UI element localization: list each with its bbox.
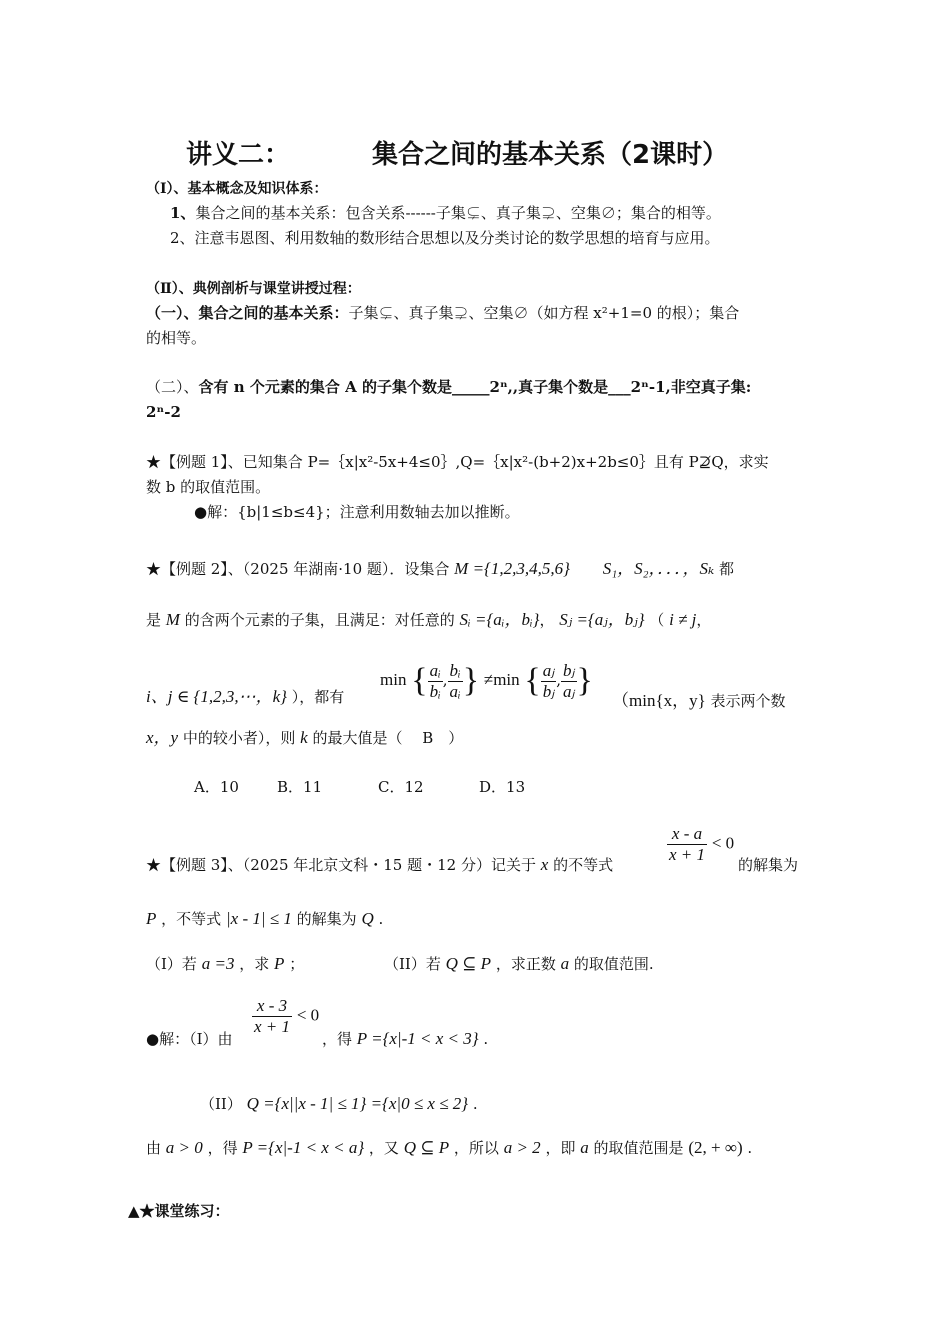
min-left: min [380,670,407,689]
var-q: Q [361,909,374,928]
s3-suoyi: ，所以 [453,1139,499,1157]
line-2-paren: （ [649,611,665,629]
section-1-item-2: 2、注意韦恩图、利用数轴的数形结合思想以及分类讨论的数学思想的培育与应用。 [170,229,720,247]
example-1-line-2: 数 b 的取值范围。 [146,478,271,496]
s3-a: a [580,1138,589,1157]
sol-de: ，得 [322,1030,353,1048]
s3-result: a > 2 [503,1138,541,1157]
q2-rel: Q ⊆ P [445,954,492,973]
para-1-bold: （一）、集合之间的基本关系： [146,304,349,322]
para-2-prefix: （二）、 [146,378,199,396]
para-2-text: 含有 n 个元素的集合 A 的子集个数是_____2ⁿ,,真子集个数是___2ⁿ-1,非空真子集: [198,378,752,396]
sol-fraction-den: x + 1 [254,1017,291,1036]
set-si: Sᵢ ={aᵢ，bᵢ} [459,610,540,629]
sol-set-q: Q ={x||x - 1| ≤ 1} ={x|0 ≤ x ≤ 2} [246,1094,469,1113]
section-2-para-1-cont: 的相等。 [146,329,207,347]
s3-period: . [747,1139,753,1157]
line-4-answer: 的最大值是（ B ） [312,729,464,747]
example-2-line-4 [146,727,463,749]
fraction-x-a [667,824,707,865]
index-inequality: i ≠ j [669,610,697,629]
min-def: （min{x，y} [612,691,706,710]
sol-ii-label: （II） [200,1095,242,1113]
s3-set: P ={x|-1 < x < a} [242,1138,365,1157]
example-3-question-1 [146,953,304,975]
var-k: k [300,728,308,747]
practice-heading: ▲★课堂练习： [128,1202,230,1220]
q1-end: ； [289,955,305,973]
q1-cond: a =3 [201,954,235,973]
fraction-aj-bj: $\frac{\text{aⱼ}}{\text{bⱼ}}$ [542,660,555,701]
lt-zero: < 0 [711,833,735,853]
example-3-line-1-end: 的解集为 [738,856,799,874]
line-3-text: ），都有 [291,688,345,706]
line-1-text: 的不等式 [553,856,614,874]
var-x: x [540,855,549,874]
set-m: M ={1,2,3,4,5,6} [454,559,570,578]
line-2-text-a: 是 [146,611,162,629]
solution-3-line-3 [146,1137,752,1159]
fraction-x-3 [252,996,292,1037]
page-title: 集合之间的基本关系（2课时） [372,140,729,170]
s3-you2: ，又 [368,1139,399,1157]
example-2-line-3-left [146,686,344,708]
set-sj: Sⱼ ={aⱼ，bⱼ} [559,610,645,629]
xy-vars: x，y [146,728,179,747]
fraction-bj-aj: $\frac{\text{bⱼ}}{\text{aⱼ}}$ [563,660,575,701]
title-left: 讲义二： [186,140,291,170]
fraction-num: x - a [667,824,707,845]
example-2-line-2: 是 M 的含两个元素的子集，且满足：对任意的 Sᵢ ={aᵢ，bᵢ}， Sⱼ ={aⱼ，bⱼ} （ i ≠ j， [146,610,712,629]
para-1-rest: 子集⊊、真子集⊋、空集∅（如方程 x²+1=0 的根）；集合 [348,304,740,322]
example-3-question-2 [384,953,654,975]
item-1-text: 集合之间的基本关系：包含关系------子集⊊、真子集⊋、空集∅；集合的相等。 [195,204,721,222]
s3-ji: ，即 [545,1139,576,1157]
var-p: P [146,909,157,928]
neq-min: ≠min [483,670,520,689]
solution-3-line-1-end [322,1028,488,1050]
sol-fraction-num: x - 3 [252,996,292,1017]
min-expression: min { $\frac{\text{aᵢ}}{\text{bᵢ}}$ , $\frac{\text{bᵢ}}{\text{aᵢ}}$ } ≠min { $\frac{\text{aⱼ}}{\text{bⱼ}}$ , $\frac{\text{bⱼ}}{\text{aⱼ}}$ } [380,660,593,701]
q1-p: P [274,954,285,973]
line-2-text-b: 的解集为 [296,910,357,928]
example-2-prefix: ★【例题 2】、（2025 年湖南·10 题）．设集合 [146,560,450,578]
solution-3-line-2 [200,1093,478,1115]
example-2-line-3-right [612,690,786,712]
q2-text: ，求正数 [495,955,556,973]
line-2-text-a: ，不等式 [161,910,222,928]
example-3-line-1 [146,854,613,876]
sol-lt-zero: < 0 [296,1005,320,1025]
line-2-text-b: 的含两个元素的子集，且满足：对任意的 [184,611,455,629]
index-range: i、j ∈ {1,2,3,⋯，k} [146,687,287,706]
inequality-fraction [667,824,734,874]
section-1-heading: （Ⅰ）、基本概念及知识体系： [146,181,328,197]
solution-fraction [252,996,319,1046]
sol-period: . [483,1030,489,1048]
q1-label: （I）若 [146,955,197,973]
min-def-text: 表示两个数 [710,692,786,710]
example-3-prefix: ★【例题 3】、（2025 年北京文科・15 题・12 分）记关于 [146,856,536,874]
option-a: A．10 [194,778,239,796]
s3-you: 由 [146,1139,162,1157]
sol-set-p: P ={x|-1 < x < 3} [356,1029,479,1048]
line-2-period: . [378,910,384,928]
section-2-para-2-cont: 2ⁿ-2 [146,403,181,421]
option-c: C．12 [378,778,424,796]
abs-inequality: |x - 1| ≤ 1 [225,909,292,928]
s3-de: ，得 [207,1139,238,1157]
line-2-m: M [165,610,180,629]
item-1-number: 1、 [170,204,196,222]
fraction-bi-ai: $\frac{\text{bᵢ}}{\text{aᵢ}}$ [449,660,461,701]
section-1-item-1 [170,202,721,224]
q2-label: （II）若 [384,955,441,973]
example-1-solution: ●解：{b|1≤b≤4}；注意利用数轴去加以推断。 [194,503,520,521]
example-2-du: 都 [719,560,735,578]
option-b: B．11 [277,778,323,796]
option-d: D．13 [479,778,526,796]
s3-cond: a > 0 [165,1138,203,1157]
s3-rel: Q ⊆ P [403,1138,450,1157]
fraction-den: x + 1 [669,845,706,864]
section-2-heading: （Ⅱ）、典例剖析与课堂讲授过程： [146,281,361,297]
q2-a: a [560,954,570,973]
line-4-text: 中的较小者），则 [182,729,296,747]
q1-text: ，求 [239,955,270,973]
example-3-line-2 [146,908,383,930]
fraction-ai-bi: $\frac{\text{aᵢ}}{\text{bᵢ}}$ [429,660,441,701]
sol-ii-period: . [472,1095,478,1113]
q2-end: 的取值范围. [573,955,654,973]
example-2-line-1 [146,558,734,580]
solution-3-line-1: ●解：（I）由 [146,1030,233,1048]
s3-range-text: 的取值范围是 [593,1139,684,1157]
subset-list: S₁，S₂，．．．，Sₖ [602,559,715,578]
section-2-para-2 [146,376,751,398]
example-1-line-1: ★【例题 1】、已知集合 P=｛x|x²-5x+4≤0｝,Q=｛x|x²-(b+2)x+2b≤0｝且有 P⊉Q，求实 [146,453,769,471]
s3-interval: (2, + ∞) [688,1138,743,1157]
section-2-para-1 [146,302,739,324]
